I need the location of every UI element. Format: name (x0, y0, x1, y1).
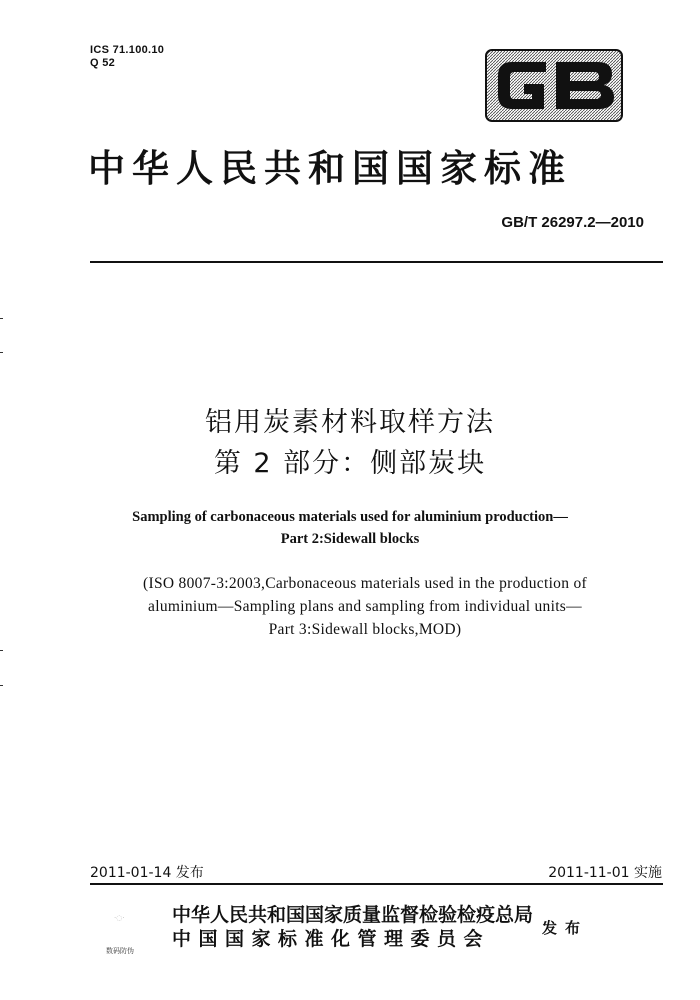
margin-mark (0, 352, 3, 353)
margin-mark (0, 685, 3, 686)
margin-mark (0, 318, 3, 319)
english-title (0, 506, 700, 550)
national-standard-title: 中华人民共和国国家标准 (88, 146, 572, 190)
ccs-code: Q 52 (90, 57, 116, 69)
publish-label: 发布 (542, 919, 589, 937)
iso-reference-line3: Part 3:Sidewall blocks,MOD) (268, 621, 462, 638)
margin-mark (0, 650, 3, 651)
english-title-line1: Sampling of carbonaceous materials used for aluminium production— (132, 509, 568, 525)
ics-code: ICS 71.100.10 (90, 44, 165, 56)
issuer-line1: 中华人民共和国国家质量监督检验检疫总局 (172, 904, 534, 926)
issue-date: 2011-01-14 发布 (90, 865, 204, 881)
chinese-title-line1: 铝用炭素材料取样方法 (205, 407, 495, 438)
top-divider (90, 261, 663, 263)
iso-reference (0, 572, 700, 641)
standard-code: GB/T 26297.2—2010 (501, 214, 644, 231)
implementation-date: 2011-11-01 实施 (548, 865, 662, 881)
english-title-line2: Part 2:Sidewall blocks (280, 531, 420, 547)
bottom-divider (90, 883, 663, 885)
anti-counterfeit-label: 数码防伪 (106, 947, 134, 955)
iso-reference-line2: aluminium—Sampling plans and sampling from individual units— (148, 598, 582, 615)
chinese-title-line2: 第 2 部分：侧部炭块 (213, 448, 487, 479)
iso-reference-line1: (ISO 8007-3:2003,Carbonaceous materials used in the production of (143, 575, 587, 592)
classification-codes (90, 44, 164, 70)
issuer-line2: 中国国家标准化管理委员会 (172, 928, 491, 950)
seal-stamp-icon: ·◌· (114, 914, 125, 922)
gb-logo (484, 48, 624, 123)
